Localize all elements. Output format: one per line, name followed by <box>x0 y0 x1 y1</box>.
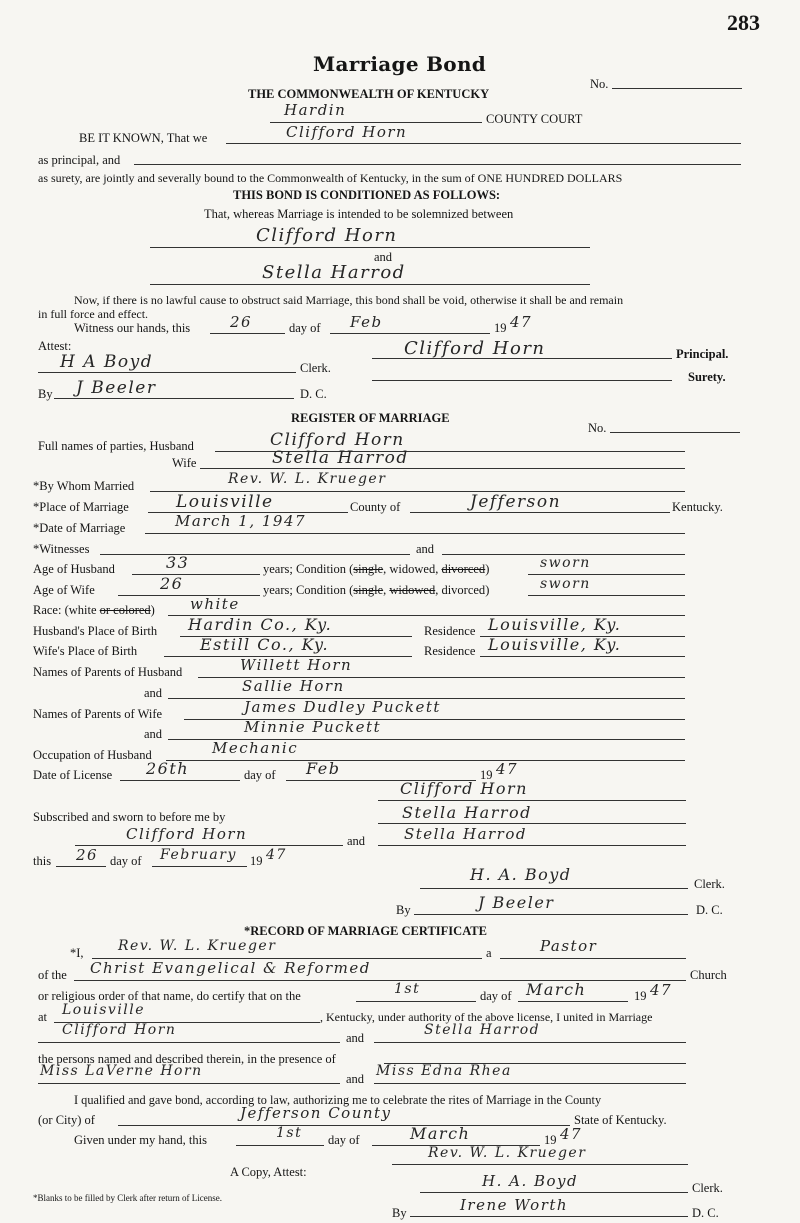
bond-clerk-label: Clerk. <box>300 361 331 375</box>
surety-name-line <box>134 164 741 165</box>
given-day-handwritten: 1st <box>276 1125 303 1141</box>
sworn-by-2-line <box>378 845 686 846</box>
cert-dc-signature-handwritten: Irene Worth <box>460 1196 569 1214</box>
parents-husband-label: Names of Parents of Husband <box>33 665 183 679</box>
church-name-line <box>74 980 686 981</box>
register-clerk-line <box>420 888 688 889</box>
by-whom-label: *By Whom Married <box>33 479 135 493</box>
record-number-stamp: 283 <box>727 10 760 35</box>
license-day-of-label: day of <box>244 768 276 782</box>
certificate-title: *RECORD OF MARRIAGE CERTIFICATE <box>244 924 487 938</box>
witness1-line <box>100 554 410 555</box>
husband-name-handwritten: Clifford Horn <box>270 430 405 450</box>
county-handwritten-register: Jefferson <box>470 492 562 512</box>
bond-dc-label: D. C. <box>300 387 327 401</box>
surety-text: as surety, are jointly and severally bound to the Commonwealth of Kentucky, in the sum of ONE HUNDRED DOLLARS <box>38 171 623 185</box>
party1-line <box>150 247 590 248</box>
husband-birth-label: Husband's Place of Birth <box>33 624 158 638</box>
principal-line <box>226 143 741 144</box>
wife-birth-handwritten: Estill Co., Ky. <box>200 635 330 654</box>
given-year-prefix: 19 <box>544 1133 557 1147</box>
single-struck: single <box>353 583 384 597</box>
bond-dc-signature-handwritten: J Beeler <box>76 378 157 398</box>
register-no-label: No. <box>588 421 607 435</box>
wife-residence-label: Residence <box>424 644 476 658</box>
husband-father-handwritten: Willett Horn <box>240 656 353 674</box>
wife-mother-handwritten: Minnie Puckett <box>244 718 382 736</box>
husband-signature-handwritten: Clifford Horn <box>400 779 528 798</box>
now-if-text-2: in full force and effect. <box>38 307 149 321</box>
condition-wife-handwritten: sworn <box>540 576 591 592</box>
date-handwritten: March 1, 1947 <box>175 512 307 530</box>
cert-day-of-label: day of <box>480 989 512 1003</box>
united-1-line <box>38 1042 340 1043</box>
cert-year-prefix: 19 <box>634 989 647 1003</box>
cert-clerk-label: Clerk. <box>692 1181 723 1195</box>
principal-label: Principal. <box>676 347 729 361</box>
occupation-line <box>166 760 685 761</box>
by-whom-handwritten: Rev. W. L. Krueger <box>228 471 387 487</box>
cert-a-label: a <box>486 946 492 960</box>
bond-no-label: No. <box>590 77 609 91</box>
whereas-text: That, whereas Marriage is intended to be solemnized between <box>204 207 514 221</box>
witness-day-line <box>210 333 285 334</box>
county-register-line <box>410 512 670 513</box>
sworn-year-handwritten: 47 <box>266 847 287 863</box>
county-court-label: COUNTY COURT <box>486 112 583 126</box>
husband-mother-handwritten: Sallie Horn <box>242 677 345 695</box>
cert-i-label: *I, <box>70 946 84 960</box>
presence-2-handwritten: Miss Edna Rhea <box>376 1063 512 1079</box>
bond-title: Marriage Bond <box>313 52 487 76</box>
wife-parents-and-label: and <box>144 727 163 741</box>
sworn-day-handwritten: 26 <box>76 846 99 864</box>
register-by-label: By <box>396 903 411 917</box>
cert-of-the-label: of the <box>38 968 67 982</box>
cert-county-handwritten: Jefferson County <box>240 1104 392 1122</box>
witness-month-line <box>330 333 490 334</box>
commonwealth-heading: THE COMMONWEALTH OF KENTUCKY <box>248 87 490 101</box>
race-label <box>33 604 155 617</box>
or-colored-struck: or colored <box>99 603 151 617</box>
bond-dc-line <box>54 398 294 399</box>
age-husband-label: Age of Husband <box>33 562 115 576</box>
persons-named-text: the persons named and described therein, in the presence of <box>38 1052 336 1066</box>
cert-year-handwritten: 47 <box>650 981 673 999</box>
presence-1-handwritten: Miss LaVerne Horn <box>40 1063 203 1079</box>
witnesses-label: *Witnesses <box>33 542 90 556</box>
be-it-known-label: BE IT KNOWN, That we <box>79 131 208 145</box>
clerk-signature-line <box>38 372 296 373</box>
or-city-label: (or City) of <box>38 1113 95 1127</box>
footnote-text: *Blanks to be filled by Clerk after return of License. <box>33 1193 222 1203</box>
witness-year-handwritten: 47 <box>510 313 533 331</box>
single-struck: single <box>353 562 384 576</box>
husband-birth-handwritten: Hardin Co., Ky. <box>188 615 333 634</box>
years-condition-text: years; Condition ( <box>263 562 354 576</box>
widowed-text: widowed <box>389 562 436 576</box>
now-if-text-1: Now, if there is no lawful cause to obstruct said Marriage, this bond shall be void, otherwise it shall be and remain <box>74 293 624 307</box>
cert-day-handwritten: 1st <box>394 981 421 997</box>
religious-order-text: or religious order of that name, do certify that on the <box>38 989 301 1003</box>
condition-husband-handwritten: sworn <box>540 555 591 571</box>
presence-2-line <box>374 1083 686 1084</box>
wife-signature-handwritten: Stella Harrod <box>402 803 532 822</box>
license-day-handwritten: 26th <box>146 759 190 778</box>
register-dc-signature-handwritten: J Beeler <box>478 893 555 912</box>
race-label-text: Race: (white <box>33 603 100 617</box>
presence-1-line <box>38 1083 340 1084</box>
close-paren-text: ) <box>150 603 155 617</box>
sworn-by-2-handwritten: Stella Harrod <box>404 825 527 843</box>
cert-title-of-line <box>500 958 686 959</box>
given-year-handwritten: 47 <box>560 1125 583 1143</box>
full-names-label: Full names of parties, Husband <box>38 439 194 453</box>
cert-county-line <box>118 1125 570 1126</box>
husband-signature-line <box>378 800 686 801</box>
wife-residence-line <box>480 656 685 657</box>
sworn-by-1-line <box>75 845 343 846</box>
as-principal-label: as principal, and <box>38 153 121 167</box>
wife-residence-handwritten: Louisville, Ky. <box>488 635 622 654</box>
witness-day-of-label: day of <box>289 321 321 335</box>
age-wife-label: Age of Wife <box>33 583 95 597</box>
sworn-day-line <box>56 866 106 867</box>
state-of-kentucky-label: State of Kentucky. <box>574 1113 667 1127</box>
cert-clerk-signature-handwritten: H. A. Boyd <box>482 1172 579 1190</box>
sworn-this-label: this <box>33 854 52 868</box>
subscribed-label: Subscribed and sworn to before me by <box>33 810 226 824</box>
party-and-label: and <box>374 250 393 264</box>
close-paren-text: ) <box>485 583 490 597</box>
age-husband-line <box>132 574 260 575</box>
united-2-handwritten: Stella Harrod <box>424 1022 541 1038</box>
presence-and-label: and <box>346 1072 365 1086</box>
cert-by-label: By <box>392 1206 407 1220</box>
place-handwritten: Louisville <box>176 492 274 512</box>
party2-line <box>150 284 590 285</box>
witness-label: Witness our hands, this <box>74 321 191 335</box>
husband-parents-and-label: and <box>144 686 163 700</box>
condition-husband-line <box>528 574 685 575</box>
comma-text: , <box>435 583 442 597</box>
kentucky-authority-text: , Kentucky, under authority of the above license, I united in Marriage <box>320 1010 653 1024</box>
county-handwritten: Hardin <box>284 101 347 119</box>
united-2-line <box>374 1042 686 1043</box>
date-label: *Date of Marriage <box>33 521 126 535</box>
race-handwritten: white <box>190 595 240 613</box>
date-line <box>145 533 685 534</box>
wife-name-line <box>200 468 685 469</box>
condition-wife-line <box>528 595 685 596</box>
cert-month-line <box>518 1001 628 1002</box>
witness-year-prefix: 19 <box>494 321 507 335</box>
church-label: Church <box>690 968 727 982</box>
given-day-line <box>236 1145 324 1146</box>
license-year-handwritten: 47 <box>496 760 519 778</box>
bond-by-label: By <box>38 387 53 401</box>
widowed-struck: widowed <box>389 583 436 597</box>
witness-day-handwritten: 26 <box>230 313 253 331</box>
cert-month-handwritten: March <box>526 980 587 999</box>
church-name-handwritten: Christ Evangelical & Reformed <box>90 959 371 977</box>
surety-label: Surety. <box>688 370 726 384</box>
comma-text: , <box>383 562 390 576</box>
comma-text: , <box>435 562 442 576</box>
cert-title-of-handwritten: Pastor <box>540 937 598 955</box>
sworn-month-line <box>152 866 247 867</box>
wife-signature-line <box>378 823 686 824</box>
party2-handwritten: Stella Harrod <box>262 262 406 283</box>
cert-clerk-line <box>420 1192 688 1193</box>
party1-handwritten: Clifford Horn <box>256 225 398 246</box>
husband-residence-label: Residence <box>424 624 476 638</box>
united-1-handwritten: Clifford Horn <box>62 1022 177 1038</box>
united-and-label: and <box>346 1031 365 1045</box>
copy-attest-label: A Copy, Attest: <box>230 1165 307 1179</box>
age-wife-handwritten: 26 <box>160 574 184 593</box>
wife-father-handwritten: James Dudley Puckett <box>244 698 441 716</box>
register-clerk-label: Clerk. <box>694 877 725 891</box>
condition-wife-label <box>263 584 489 597</box>
license-date-label: Date of License <box>33 768 113 782</box>
occupation-label: Occupation of Husband <box>33 748 152 762</box>
clerk-signature-handwritten: H A Boyd <box>60 352 154 372</box>
register-kentucky-label: Kentucky. <box>672 500 723 514</box>
close-paren-text: ) <box>485 562 490 576</box>
cert-day-line <box>356 1001 476 1002</box>
given-month-handwritten: March <box>410 1124 471 1143</box>
given-label: Given under my hand, this <box>74 1133 207 1147</box>
years-condition-text: years; Condition ( <box>263 583 354 597</box>
wife-name-handwritten: Stella Harrod <box>272 448 409 468</box>
license-day-line <box>120 780 240 781</box>
cert-dc-label: D. C. <box>692 1206 719 1220</box>
sworn-and-label: and <box>347 834 366 848</box>
wife-label: Wife <box>172 456 197 470</box>
place-label: *Place of Marriage <box>33 500 129 514</box>
witnesses-and-label: and <box>416 542 435 556</box>
sworn-day-of-label: day of <box>110 854 142 868</box>
divorced-text: divorced <box>441 583 486 597</box>
cert-place-handwritten: Louisville <box>62 1002 146 1018</box>
given-day-of-label: day of <box>328 1133 360 1147</box>
register-dc-label: D. C. <box>696 903 723 917</box>
register-no-line <box>610 432 740 433</box>
register-title: REGISTER OF MARRIAGE <box>291 411 450 425</box>
license-year-prefix: 19 <box>480 768 493 782</box>
condition-husband-label <box>263 563 489 576</box>
sworn-month-handwritten: February <box>160 847 237 863</box>
register-dc-line <box>414 914 688 915</box>
officiant-signature-handwritten: Rev. W. L. Krueger <box>428 1145 587 1161</box>
sworn-year-prefix: 19 <box>250 854 263 868</box>
qualified-text: I qualified and gave bond, according to law, authorizing me to celebrate the rites of Marriage in the County <box>74 1093 602 1107</box>
cert-at-label: at <box>38 1010 48 1024</box>
conditioned-heading: THIS BOND IS CONDITIONED AS FOLLOWS: <box>233 188 501 202</box>
license-month-handwritten: Feb <box>306 759 341 778</box>
principal-name-handwritten: Clifford Horn <box>286 123 408 141</box>
bond-no-line <box>612 88 742 89</box>
occupation-handwritten: Mechanic <box>212 739 299 757</box>
sworn-by-1-handwritten: Clifford Horn <box>126 825 248 843</box>
register-clerk-signature-handwritten: H. A. Boyd <box>470 865 572 884</box>
officiant-signature-line <box>392 1164 688 1165</box>
surety-signature-line <box>372 380 672 381</box>
age-husband-handwritten: 33 <box>166 553 190 572</box>
wife-birth-label: Wife's Place of Birth <box>33 644 138 658</box>
cert-dc-line <box>410 1216 688 1217</box>
attest-label: Attest: <box>38 339 72 353</box>
witness-month-handwritten: Feb <box>350 313 383 331</box>
principal-signature-handwritten: Clifford Horn <box>404 338 546 359</box>
husband-residence-handwritten: Louisville, Ky. <box>488 615 622 634</box>
comma-text: , <box>383 583 390 597</box>
county-of-label: County of <box>350 500 401 514</box>
divorced-struck: divorced <box>441 562 486 576</box>
principal-signature-line <box>372 358 672 359</box>
parents-wife-label: Names of Parents of Wife <box>33 707 163 721</box>
officiant-handwritten: Rev. W. L. Krueger <box>118 938 277 954</box>
